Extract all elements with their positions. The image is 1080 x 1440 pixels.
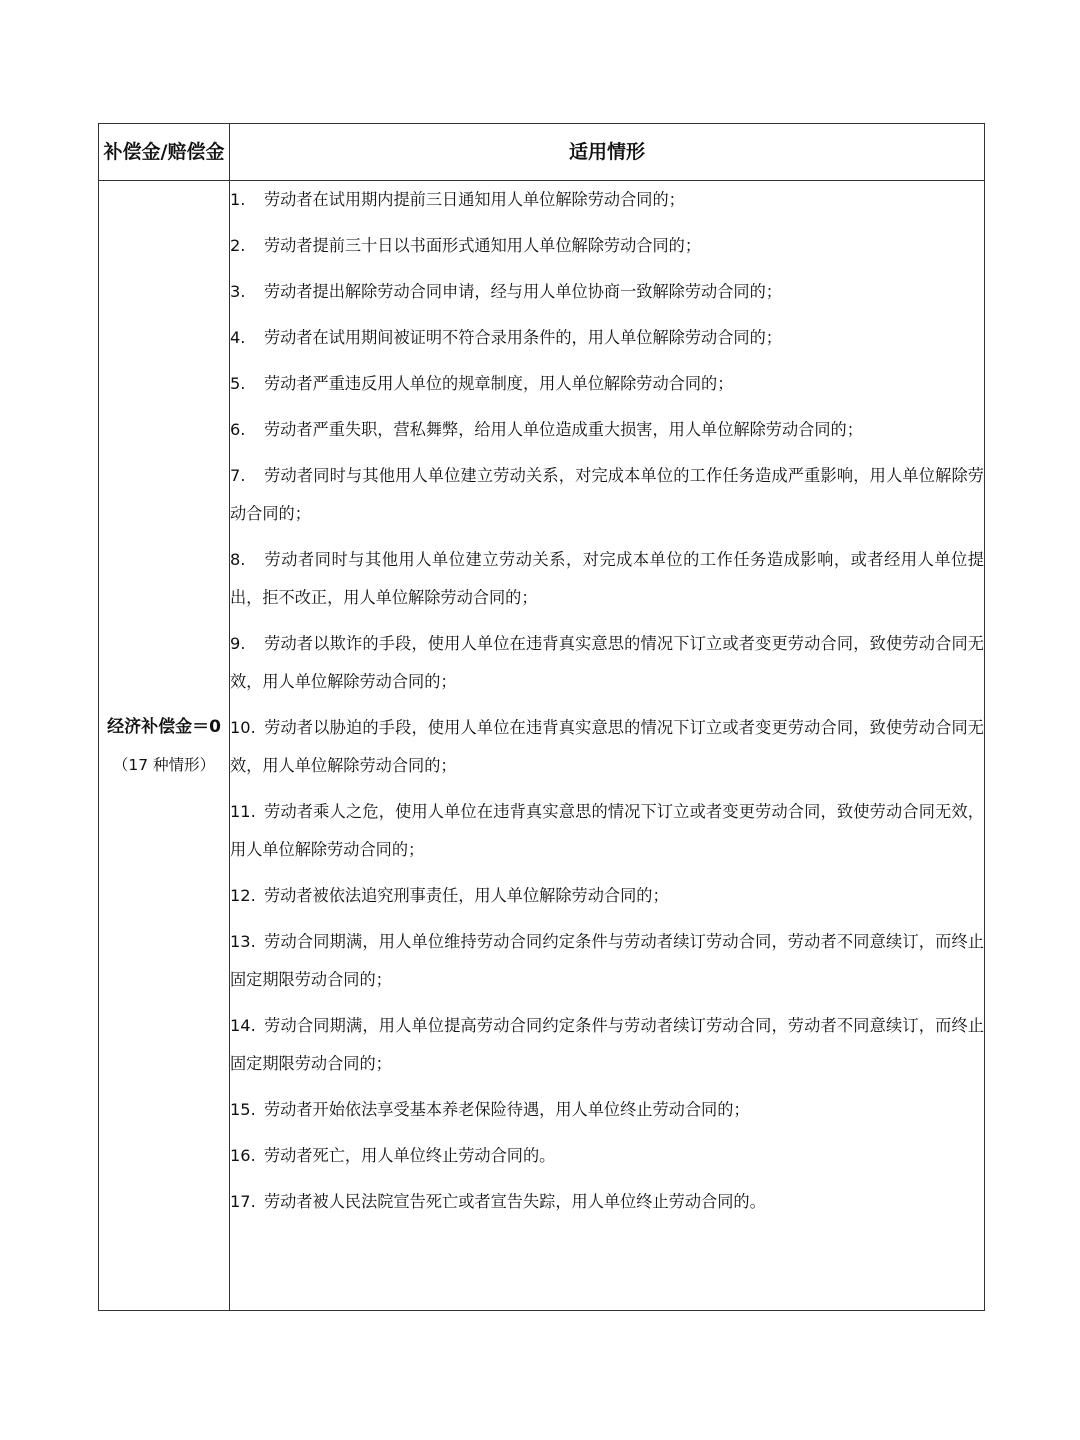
situation-count-label: （17 种情形） — [112, 755, 216, 774]
list-item — [230, 365, 984, 403]
list-item-text: 劳动者提出解除劳动合同申请，经与用人单位协商一致解除劳动合同的； — [264, 282, 782, 301]
list-item-number: 12. — [230, 886, 256, 905]
list-item — [230, 625, 984, 701]
list-item — [230, 457, 984, 533]
list-item-number: 17. — [230, 1192, 256, 1211]
list-item — [230, 273, 984, 311]
list-item-text: 劳动者被人民法院宣告死亡或者宣告失踪，用人单位终止劳动合同的。 — [264, 1192, 766, 1211]
list-item-number: 10. — [230, 718, 256, 737]
list-item-text: 劳动者同时与其他用人单位建立劳动关系，对完成本单位的工作任务造成严重影响，用人单位解除劳动合同的； — [230, 466, 984, 523]
list-item-number: 3. — [230, 282, 246, 301]
list-item — [230, 793, 984, 869]
list-item-text: 劳动者严重违反用人单位的规章制度，用人单位解除劳动合同的； — [264, 374, 734, 393]
list-item-number: 5. — [230, 374, 246, 393]
list-item — [230, 1183, 984, 1221]
list-item-text: 劳动者在试用期间被证明不符合录用条件的，用人单位解除劳动合同的； — [264, 328, 782, 347]
list-item — [230, 923, 984, 999]
list-item-number: 11. — [230, 802, 256, 821]
list-item-number: 4. — [230, 328, 246, 347]
list-item-text: 劳动者乘人之危，使用人单位在违背真实意思的情况下订立或者变更劳动合同，致使劳动合同无效，用人单位解除劳动合同的； — [230, 802, 984, 859]
table-body-row — [99, 181, 985, 1311]
list-item-number: 8. — [230, 550, 246, 569]
list-item-text: 劳动合同期满，用人单位维持劳动合同约定条件与劳动者续订劳动合同，劳动者不同意续订，而终止固定期限劳动合同的； — [230, 932, 984, 989]
list-item-number: 15. — [230, 1100, 256, 1119]
list-item — [230, 319, 984, 357]
list-item-text: 劳动者开始依法享受基本养老保险待遇，用人单位终止劳动合同的； — [264, 1100, 750, 1119]
list-item — [230, 1007, 984, 1083]
list-item — [230, 877, 984, 915]
list-item — [230, 411, 984, 449]
list-item — [230, 181, 984, 219]
list-item-text: 劳动者被依法追究刑事责任，用人单位解除劳动合同的； — [264, 886, 669, 905]
list-item-number: 6. — [230, 420, 246, 439]
compensation-type-cell — [99, 181, 230, 1311]
list-item-text: 劳动者严重失职，营私舞弊，给用人单位造成重大损害，用人单位解除劳动合同的； — [264, 420, 863, 439]
situations-cell — [230, 181, 985, 1311]
list-item — [230, 1091, 984, 1129]
list-item-text: 劳动者在试用期内提前三日通知用人单位解除劳动合同的； — [264, 190, 685, 209]
list-item-number: 14. — [230, 1016, 256, 1035]
compensation-amount-label: 经济补偿金＝0 — [107, 716, 221, 737]
header-applicable-situations: 适用情形 — [230, 124, 985, 181]
list-item-number: 1. — [230, 190, 246, 209]
list-item-number: 13. — [230, 932, 256, 951]
table-header-row — [99, 124, 985, 181]
list-item-text: 劳动者提前三十日以书面形式通知用人单位解除劳动合同的； — [264, 236, 702, 255]
list-item-text: 劳动者同时与其他用人单位建立劳动关系，对完成本单位的工作任务造成影响，或者经用人单位提出，拒不改正，用人单位解除劳动合同的； — [230, 550, 984, 607]
list-item — [230, 227, 984, 265]
list-item — [230, 709, 984, 785]
list-item-number: 7. — [230, 466, 246, 485]
compensation-table — [98, 123, 985, 1311]
list-item-number: 2. — [230, 236, 246, 255]
list-item — [230, 1137, 984, 1175]
list-item-text: 劳动者以欺诈的手段，使用人单位在违背真实意思的情况下订立或者变更劳动合同，致使劳动合同无效，用人单位解除劳动合同的； — [230, 634, 984, 691]
list-item-number: 9. — [230, 634, 246, 653]
list-item-text: 劳动者死亡，用人单位终止劳动合同的。 — [264, 1146, 556, 1165]
list-item-number: 16. — [230, 1146, 256, 1165]
header-compensation-type: 补偿金/赔偿金 — [99, 124, 230, 181]
list-item — [230, 541, 984, 617]
situation-list — [230, 181, 984, 1221]
list-item-text: 劳动者以胁迫的手段，使用人单位在违背真实意思的情况下订立或者变更劳动合同，致使劳动合同无效，用人单位解除劳动合同的； — [230, 718, 984, 775]
list-item-text: 劳动合同期满，用人单位提高劳动合同约定条件与劳动者续订劳动合同，劳动者不同意续订，而终止固定期限劳动合同的； — [230, 1016, 984, 1073]
